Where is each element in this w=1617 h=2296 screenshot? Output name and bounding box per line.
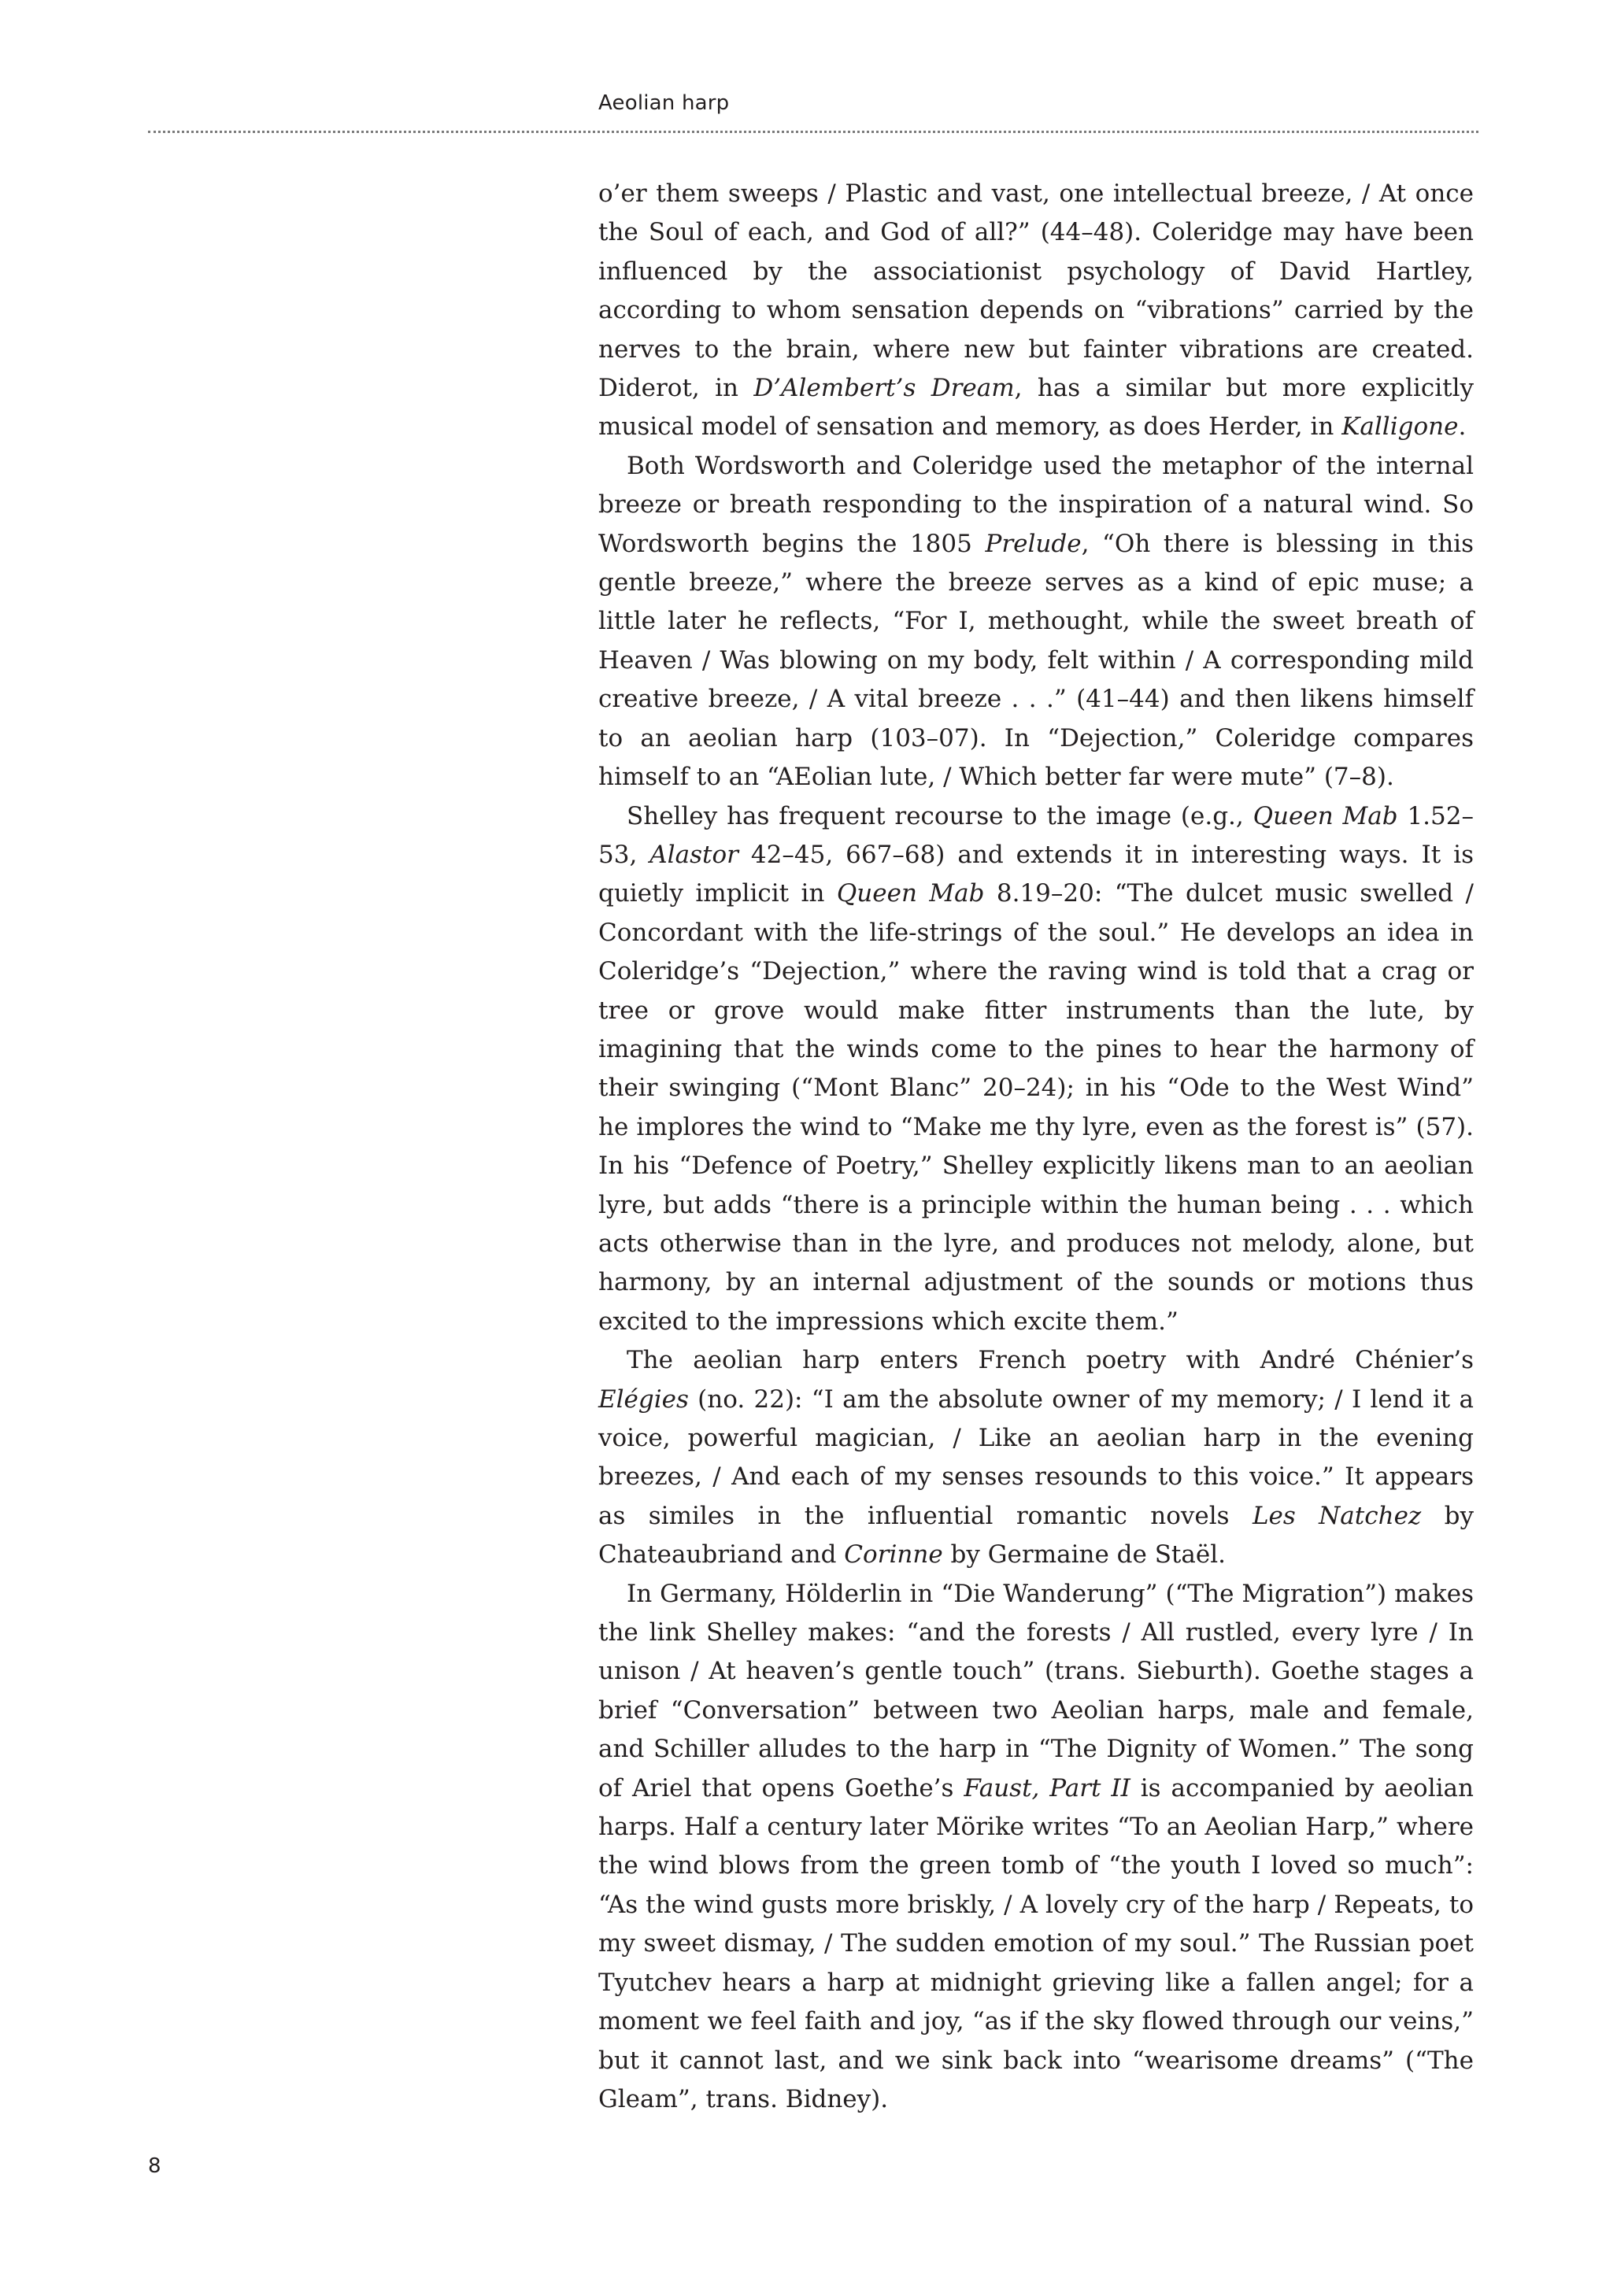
italic-title: D’Alembert’s Dream [753, 374, 1015, 403]
italic-title: Queen Mab [1253, 801, 1398, 830]
italic-title: Elégies [598, 1385, 689, 1414]
italic-title: Kalligone [1341, 412, 1459, 442]
italic-title: Faust, Part II [964, 1773, 1130, 1802]
italic-title: Les Natchez [1252, 1501, 1422, 1530]
italic-title: Prelude [985, 529, 1082, 558]
text-segment: 8.19–20: “The dulcet music swelled / Concordant with the life-strings of the soul.” He develops an idea in Coleridge’s “Dejection,” where the raving wind is told that a crag or tree or grove would make fitter instruments than the lute, by imagining that the winds come to the pines to hear the harmony of their swinging (“Mont Blanc” 20–24); in his “Ode to the West Wind” he implores the wind to “Make me thy lyre, even as the forest is” (57). In his “Defence of Poetry,” Shelley explicitly likens man to an aeolian lyre, but adds “there is a principle within the human being . . . which acts otherwise than in the lyre, and produces not melody, alone, but harmony, by an internal adjustment of the sounds or motions thus excited to the impressions which excite them.” [598, 879, 1474, 1336]
paragraph [598, 1341, 1474, 1574]
text-segment: by Chateaubriand and [598, 1501, 1475, 1569]
italic-title: Alastor [649, 840, 738, 869]
text-segment: o’er them sweeps / Plastic and vast, one intellectual breeze, / At once the Soul of each, and God of all?” (44–48). Coleridge may have been influenced by the associationist psychology of David Hartley, according to whom sensation depends on “vibrations” carried by the nerves to the brain, where new but fainter vibrations are created. Diderot, in [598, 179, 1474, 403]
text-segment: , “Oh there is blessing in this gentle breeze,” where the breeze serves as a kind of epic muse; a little later he reflects, “For I, methought, while the sweet breath of Heaven / Was blowing on my body, felt within / A corresponding mild creative breeze, / A vital breeze . . .” (41–44) and then likens himself to an aeolian harp (103–07). In “Dejection,” Coleridge compares himself to an “AEolian lute, / Which better far were mute” (7–8). [598, 529, 1474, 792]
text-segment: (no. 22): “I am the absolute owner of my memory; / I lend it a voice, powerful magician, / Like an aeolian harp in the evening breezes, / And each of my senses resounds to this voice.” It appears as similes in the influential romantic novels [598, 1385, 1474, 1530]
paragraph [598, 797, 1474, 1342]
page-number: 8 [148, 2154, 161, 2178]
text-segment: . [1458, 412, 1467, 442]
paragraph [598, 175, 1474, 447]
text-segment: is accompanied by aeolian harps. Half a century later Mörike writes “To an Aeolian Harp,” where the wind blows from the green tomb of “the youth I loved so much”: “As the wind gusts more briskly, / A lovely cry of the harp / Repeats, to my sweet dismay, / The sudden emotion of my soul.” The Russian poet Tyutchev hears a harp at midnight grieving like a fallen angel; for a moment we feel faith and joy, “as if the sky flowed through our veins,” but it cannot last, and we sink back into “wearisome dreams” (“The Gleam”, trans. Bidney). [598, 1773, 1475, 2113]
paragraph [598, 1575, 1474, 2120]
italic-title: Corinne [844, 1540, 943, 1569]
text-segment: by Germaine de Staël. [942, 1540, 1226, 1569]
paragraph [598, 447, 1474, 797]
italic-title: Queen Mab [836, 879, 985, 908]
body-text [598, 175, 1474, 2119]
text-segment: In Germany, Hölderlin in “Die Wanderung” (“The Migration”) makes the link Shelley makes: “and the forests / All rustled, every lyre / In unison / At heaven’s gentle touch” (trans. Sieburth). Goethe stages a brief “Conversation” between two Aeolian harps, male and female, and Schiller alludes to the harp in “The Dignity of Women.” The song of Ariel that opens Goethe’s [598, 1579, 1474, 1802]
text-segment: 42–45, 667–68) and extends it in interesting ways. It is quietly implicit in [598, 840, 1474, 908]
running-head: Aeolian harp [598, 91, 730, 115]
text-segment: Both Wordsworth and Coleridge used the metaphor of the internal breeze or breath responding to the inspiration of a natural wind. So Wordsworth begins the 1805 [598, 451, 1474, 558]
header-dotted-rule [148, 131, 1478, 133]
text-segment: 1.52–53, [598, 801, 1474, 869]
text-segment: , has a similar but more explicitly musical model of sensation and memory, as does Herder, in [598, 374, 1475, 442]
text-segment: Shelley has frequent recourse to the image (e.g., [627, 801, 1253, 830]
text-segment: The aeolian harp enters French poetry with André Chénier’s [627, 1346, 1474, 1375]
